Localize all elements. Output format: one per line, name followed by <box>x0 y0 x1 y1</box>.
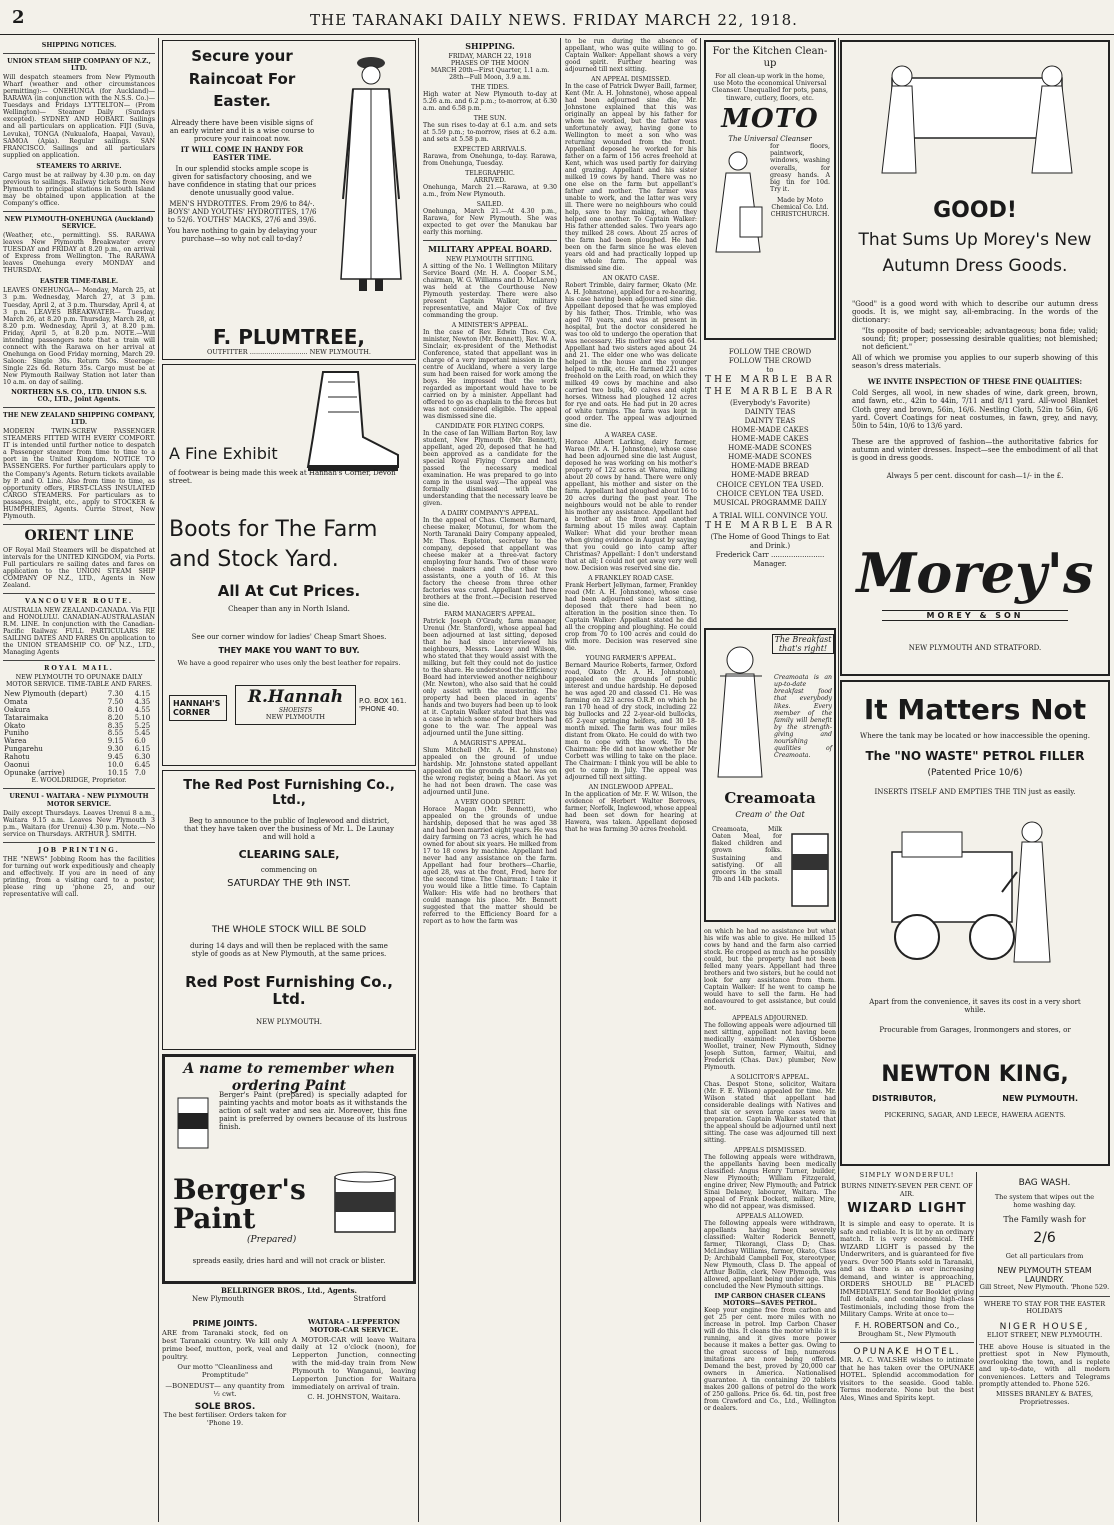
berger-agents: BELLRINGER BROS., Ltd., Agents. <box>221 1286 357 1295</box>
creamoata-bubble: The Breakfast that's right! <box>772 634 834 654</box>
col4-h3: A WAREA CASE. <box>604 432 658 439</box>
timetable-cell: 5.10 <box>134 713 151 722</box>
appeals-continued-column <box>704 928 836 1522</box>
moreys-discount: Always 5 per cent. discount for cash—1/- in the £. <box>886 471 1064 480</box>
newton-king-distributor: DISTRIBUTOR, <box>872 1094 937 1103</box>
timetable-cell: 8.20 <box>107 713 124 722</box>
wizard-addr: Brougham St., New Plymouth <box>857 1329 957 1338</box>
union-steam-ship-title: UNION STEAM SHIP COMPANY OF N.Z., LTD. <box>7 58 151 73</box>
matters-title: It Matters Not <box>863 693 1087 726</box>
timetable-cell: 6.45 <box>134 760 151 769</box>
marble-name-2: THE MARBLE BAR <box>705 386 835 397</box>
timetable-cell: 4.55 <box>134 705 151 714</box>
marble-to: to <box>766 366 774 375</box>
military-h4: FARM MANAGER'S APPEAL. <box>444 611 536 619</box>
timetable-cell: 9.30 <box>107 745 124 754</box>
steamers-title: STEAMERS TO ARRIVE. <box>36 162 122 170</box>
moreys-def: "Good" is a good word with which to describe our autumn dress goods. It is, we might say, all-embracing. In the words of the dictionary: <box>852 300 1098 325</box>
hannah-logo <box>235 685 356 725</box>
easter-timetable-title: EASTER TIME-TABLE. <box>39 278 119 286</box>
prime-joints-title: PRIME JOINTS. <box>192 1319 258 1328</box>
col4-p4: Frank Herbert Jellyman, farmer, Frankley road (Mr. A. H. Johnstone), whose case had been adjourned since last sitting, deposed that there had been no alteration in the position since then. To Captain Walker: Appellant stated he did all the cropping and ploughing. He could crop from 70 to 100 acres and could do with more. Decision was reserved sine die. <box>565 582 697 652</box>
berger-stratford: Stratford <box>353 1295 386 1304</box>
hannah-logo-sub: SHOEISTS <box>278 706 313 714</box>
raincoat-body: Already there have been visible signs of an early winter and it is a wise course to procure your raincoat now. <box>169 118 315 143</box>
creamoata-side: Creamoata is an up-to-date breakfast food that everybody likes. Every member of the family will benefit by the strength-giving and nourishing qualities of Creamoata. <box>774 674 832 760</box>
timetable-cell: 8.35 <box>107 721 124 730</box>
wizard-simply: SIMPLY WONDERFUL! <box>859 1172 955 1179</box>
newton-king-ad <box>840 680 1110 1166</box>
moto-maker: Made by Moto Chemical Co. Ltd. CHRISTCHURCH. <box>770 196 830 218</box>
timetable-cell: 7.50 <box>107 698 124 707</box>
timetable-cell: 6.15 <box>134 745 151 754</box>
timetable-cell: Warea <box>4 737 27 746</box>
military-p4: Patrick Joseph O'Grady, farm manager, Urenui (Mr. Stanford), whose appeal had been adjourned at last sitting, deposed that he had since interviewed his neighbours, Messrs. Lacey and Wilson, who stated that they would assist with the milking, but felt they could not do justice to the share. He understood the Efficiency Board had interviewed another neighbour (Mr. Newton), who also said that he could only assist with the mustering. The property had been placed in agents' hands and two buyers had been up to look at it. Captain Walker stated that this was a case in which some of four brothers had gone to the war. The appeal was adjourned until the June sitting. <box>423 618 557 738</box>
clearing-sale: CLEARING SALE, <box>238 848 340 862</box>
newton-king-branches: PICKERING, SAGAR, AND LEECE, HAWERA AGENTS. <box>884 1111 1066 1119</box>
berger-paint-ad <box>162 1054 416 1284</box>
red-post-body-2: during 14 days and will then be replaced with the same style of goods as at New Plymouth, at the same prices. <box>190 941 388 958</box>
niger-title: NIGER HOUSE, <box>999 1321 1090 1332</box>
wizard-light-ad <box>840 1172 974 1522</box>
col4-h5: YOUNG FARMER'S APPEAL. <box>585 655 677 662</box>
berger-title: A name to remember when ordering Paint <box>183 1061 395 1094</box>
red-post-body: Beg to announce to the public of Inglewood and district, that they have taken over the business of Mr. L. De Launay and will hold a <box>183 816 394 841</box>
creamoata-sub: Cream o' the Oat <box>735 810 805 819</box>
vancouver-route-body: AUSTRALIA NEW ZEALAND-CANADA. Via FIJI and HONOLULU. CANADIAN-AUSTRALASIAN R.M. LINE. In conjunction with the Canadian-Pacific Railway. FULL PARTICULARS RE SAILING DATES AND FARES On application to the UNION STEAMSHIP CO. OF N.Z., LTD., Managing Agents <box>3 606 155 657</box>
orient-line-body: OF Royal Mail Steamers will be dispatched at intervals for the UNITED KINGDOM, via Ports. Full particulars re sailing dates and fares on application to the UNION STEAM SHIP COMPANY OF N.Z., LTD., Agents in New Zealand. <box>3 546 155 589</box>
timetable-cell: Okato <box>4 721 26 730</box>
moon-body: MARCH 20th—First Quarter, 1.1 a.m. 28th—Full Moon, 3.9 a.m. <box>430 67 550 82</box>
plumtree-name: F. PLUMTREE, <box>212 325 366 349</box>
job-printing-body: THE "NEWS" Jobbing Room has the facilities for turning out work expeditiously and cheaply and effectively. If you are in need of any printing, from a visiting card to a poster, please ring up 'phone 25, and our representative will call. <box>3 855 155 899</box>
military-p5: Slum Mitchell (Mr. A. H. Johnstone) appealed on the ground of undue hardship. Mr. Johnstone stated appellant appealed on the grounds that he was on the wrong register, being a Maori. As yet he had not been drawn. The case was adjourned until June. <box>423 747 557 797</box>
berger-logo: Berger's Paint <box>173 1173 306 1236</box>
timetable-cell: 10.15 <box>107 768 128 777</box>
marble-bar-ad <box>704 348 836 569</box>
masthead <box>0 0 1114 35</box>
timetable-cell: Puniho <box>4 729 29 738</box>
col4-h2: AN OKATO CASE. <box>602 275 660 282</box>
timetable-cell: 7.30 <box>107 690 124 699</box>
arrived-title: ARRIVED. <box>474 177 506 185</box>
tides-body: High water at New Plymouth to-day at 5.26 a.m. and 6.2 p.m.; to-morrow, at 6.30 a.m. and 6.58 p.m. <box>423 91 557 113</box>
timetable-cell: 6.0 <box>134 737 146 746</box>
col5-p2: Chas. Despot Stone, solicitor, Waitara (Mr. F. E. Wilson) appealed for time. Mr. Wilson stated that appellant had considerable dealings with Natives and that six or seven large cases were in preparation. Captain Walker stated that the appeal should be adjourned until next sitting. The case was adjourned till next sitting. <box>704 1081 836 1144</box>
shipping-military-column <box>420 38 560 1522</box>
royal-mail-body: NEW PLYMOUTH TO OPUNAKE DAILY MOTOR SERVICE. TIME-TABLE AND FARES. <box>5 674 153 689</box>
shipping-notices-heading: SHIPPING NOTICES. <box>41 42 117 49</box>
sailed-title: SAILED. <box>476 201 504 209</box>
marble-menu-item: CHOICE CEYLON TEA USED. <box>716 480 824 489</box>
timetable-cell: Pungarehu <box>4 745 43 754</box>
col4-p6: In the application of Mr. F. W. Wilson, the evidence of Herbert Walter Borrows, farmer, Norfolk, Inglewood, whose appeal had been set down for hearing at Hawera, was taken. Appellant deposed that he was farming 30 acres freehold. <box>565 791 697 833</box>
moreys-quote: "Its opposite of bad; serviceable; advantageous; bona fide; valid; sound; fit; proper; possessing desirable qualities; not blemished; not deficient." <box>862 327 1098 352</box>
urenui-service-body: Daily except Thursdays. Leaves Urenui 8 a.m., Waitara 9.15 a.m. Leaves New Plymouth 3 p.m., Waitara (for Urenui) 4.30 p.m. Note.—No service on Thursdays. ARTHUR J. SMITH. <box>3 809 155 838</box>
arrived-body: Onehunga, March 21.—Rarawa, at 9.30 a.m., from New Plymouth. <box>423 184 557 199</box>
niger-stay: WHERE TO STAY FOR THE EASTER HOLIDAYS <box>983 1299 1106 1316</box>
timetable-cell: Omata <box>4 698 28 707</box>
red-post-date: SATURDAY THE 9th INST. <box>227 877 351 889</box>
moreys-location: NEW PLYMOUTH AND STRATFORD. <box>908 644 1042 652</box>
moto-title: For the Kitchen Clean-up <box>712 46 828 69</box>
col4-p0: to be run during the absence of appellant, who was quite willing to go. Captain Walker: Appellant shows a very good spirit. Further hearing was adjourned till next sitting. <box>565 38 697 73</box>
timetable-cell: 8.10 <box>107 705 124 714</box>
boot-illustration <box>283 367 403 477</box>
moto-intro: For all clean-up work in the home, use Moto the economical Universal Cleanser. Unequalled for pots, pans, tinware, cutlery, floors, etc. <box>711 73 829 102</box>
marble-follow-2: FOLLOW THE CROWD <box>728 357 812 366</box>
marble-menu-item: HOME-MADE BREAD <box>731 471 809 480</box>
raincoat-prices: MEN'S HYDROTITES. From 29/6 to 84/-. BOYS' AND YOUTHS' HYDROTITES, 17/6 to 52/6. YOUTHS' MACKS, 27/6 and 39/6. <box>167 199 317 225</box>
sole-bros-ad <box>162 1315 288 1520</box>
bag-wash-title: BAG WASH. <box>1018 1178 1071 1188</box>
waitara-motor-ad <box>292 1315 416 1520</box>
raincoat-body-3: You have nothing to gain by delaying your purchase—so why not call to-day? <box>167 227 317 244</box>
berger-prepared: (Prepared) <box>247 1235 297 1245</box>
marble-menu-item: HOME-MADE BREAD <box>731 462 809 471</box>
shipping-title: SHIPPING. <box>465 41 515 51</box>
moreys-logo: Morey's <box>856 541 1094 605</box>
waitara-body: A MOTOR-CAR will leave Waitara daily at 12 o'clock (noon), for Lepperton Junction, connecting with the mid-day train from New Plymouth to Wanganui, leaving Lepperton Junction for Waitara immediately on arrival of train. <box>292 1335 416 1391</box>
opunake-body: MR. A. C. WALSHE wishes to intimate that he has taken over the OPUNAKE HOTEL. Splendid accommodation for visitors to the seaside. Good table. Terms moderate. None but the best Ales, Wines and Spirits kept. <box>840 1356 974 1402</box>
timetable-cell: 9.45 <box>107 752 124 761</box>
col4-p5: Bernard Maurice Roberts, farmer, Oxford road, Okato (Mr. A. H. Johnstone), appealed on the grounds of public interest and undue hardship. He deposed he was aged 20 and classed C1. He was farming on 323 acres O.R.P. on which he ran 170 head of dry stock, including 22 big bullocks and 22 2-year-old bullocks, 65 2-year springing heifers, and 30 18-month mixed. The farm was four miles distant from Okato. He could do with two men to cope with the work. To the Chairman: He did not know whether Mr Corbett was willing to take on the place. The Chairman: I think you will be able to get to camp in July. The appeal was adjourned till next sitting. <box>565 662 697 781</box>
creamoata-logo: Creamoata <box>724 789 816 807</box>
appeals-column <box>562 38 700 1522</box>
nz-shipping-title: THE NEW ZEALAND SHIPPING COMPANY, LTD. <box>3 412 155 427</box>
boots-cheaper: Cheaper than any in North Island. <box>228 605 350 613</box>
timetable-cell: 5.25 <box>134 721 151 730</box>
boots-want: THEY MAKE YOU WANT TO BUY. <box>218 646 360 655</box>
niger-body: THE above House is situated in the prettiest spot in New Plymouth, overlooking the town, and is replete and up-to-date, with all modern conveniences. Letters and Telegrams promptly attended to. Phone 526. <box>979 1342 1110 1388</box>
union-steam-ship-body: Will despatch steamers from New Plymouth Wharf (weather and other circumstances permitting):— ONEHUNGA (for Auckland)— RARAWA (in conjunction with the N.S.S. Co.)—Tuesdays and Fridays LYTTELTON— (From Wellington)— Steamer Daily (Sundays excepted). SYDNEY AND HOBART. Sailings and all particulars on application. FIJI (Suva, Levuka), TONGA (Nukualofa, Haapai, Vavau), SAMOA (Apia). Regular sailings. SAN FRANCISCO. Sailings and all particulars supplied on application. <box>3 74 155 159</box>
timetable-cell: 4.35 <box>134 698 151 707</box>
col4-p3: Horace Albert Larking, dairy farmer, Warea (Mr. A. H. Johnstone), whose case had been adjourned sine die last August, deposed he was working on his mother's property of 122 acres at Warea, milking about 20 cows by hand. There were only appellant, his mother and sister on the farm. Appellant had ploughed about 16 to 20 acres during the past year. The neighbours would not be able to render his mother any assistance. Appellant had a brother at the front and another farming about 15 miles away. Captain Walker: What did your brother mean when giving evidence in August by saying that you could go into camp after Christmas? Appellant: I don't understand that at all; I could not get away very well now. Decision was reserved sine die. <box>565 439 697 572</box>
military-p1: In the case of Rev. Edwin Thos. Cox, minister, Newton (Mr. Bennett), Rev. W. A. Sinclair, ex-president of the Methodist Conference, stated that appellant was in charge of a very important mission in the centre of Auckland, where a very large sum had been raised for work among the boys. He impressed that the work regarded as important would have to be carried on by a minister. Appellant had offered to go as chaplain to the forces but was not considered eligible. The appeal was dismissed sine die. <box>423 329 557 421</box>
newton-king-name: NEWTON KING, <box>881 1062 1069 1087</box>
sole-bros-fert: The best fertiliser. Orders taken for 'Phone 19. <box>163 1411 287 1427</box>
raincoat-title: Secure your Raincoat For Easter. <box>188 47 296 110</box>
col5-h2: A SOLICITOR'S APPEAL. <box>730 1074 810 1081</box>
vancouver-route-title: VANCOUVER ROUTE. <box>24 597 134 605</box>
fine-exhibit-title: A Fine Exhibit <box>169 444 278 463</box>
column-rule <box>158 38 159 1522</box>
timetable-cell: New Plymouth (depart) <box>4 690 88 699</box>
col4-p1: In the case of Patrick Dwyer Baill, farmer, Kent (Mr. A. H. Johnstone), whose appeal had been adjourned sine die, Mr. Johnstone explained that this was originally an appeal by his father for whom he worked, but the father was unfortunately away, having gone to Wellington to meet a son who was returning wounded from the front. Appellant deposed he worked for his father on a farm of 156 acres freehold at Kent, which was used partly for dairying and grazing. Appellant and his sister milked 19 cows by hand. There was no one else on the farm but appellant's father and mother. The farmer was unable to work, and the latter was very ill. There were no neighbours who could help, save to hay making, when they helped one another. To Captain Walker: His father attended sales. Two years ago they milked 28 cows. About 25 acres of the farm had been ploughed. He had been on the farm since he was eleven years old and had practically lopped up the whole farm. The appeal was dismissed sine die. <box>565 83 697 272</box>
column-rule <box>838 38 839 1522</box>
timetable-cell: 6.30 <box>134 752 151 761</box>
expected-body: Rarawa, from Onehunga, to-day. Rarawa, from Onehunga, Tuesday. <box>423 153 557 168</box>
timetable-cell: 8.55 <box>107 729 124 738</box>
moto-cleanser-ad <box>704 40 836 340</box>
marble-manager: Frederick Carr ........................ Manager. <box>715 550 825 568</box>
creamoata-girl-illustration <box>712 642 770 782</box>
military-intro: A sitting of the No. 1 Wellington Military Service Board (Mr. H. A. Cooper S.M., chairman, W. G. Williams and D. McLaren) was held at the Courthouse New Plymouth yesterday. There were also present Captain Walker, military representative, and Major Cox of five commanding the group. <box>423 263 557 320</box>
moon-title: PHASES OF THE MOON <box>450 60 530 68</box>
fine-exhibit-sub: of footwear is being made this week at Hannah's Corner, Devon street. <box>169 469 396 486</box>
col5-p4: The following appeals were withdrawn, appellants having been severely classified: Walter Roderick Bennett, farmer, Tikorangi, Class D; Chas. McLindsay Williams, farmer, Okato, Class D; Archibald Campbell Fox, stereotyper, New Plymouth, Class D. The appeal of Arthur Bollin, clerk, New Plymouth, was allowed, appellant being under age. This concluded the New Plymouth sittings. <box>704 1220 836 1290</box>
opunake-title: OPUNAKE HOTEL. <box>853 1347 961 1358</box>
moreys-invite: WE INVITE INSPECTION OF THESE FINE QUALITIES: <box>867 377 1083 387</box>
matters-sub: Where the tank may be located or how inaccessible the opening. <box>860 732 1090 741</box>
timetable-row <box>3 770 155 778</box>
marble-menu <box>704 408 836 508</box>
military-h2: CANDIDATE FOR FLYING CORPS. <box>435 423 545 431</box>
marble-name: THE MARBLE BAR <box>705 375 835 386</box>
matters-product: The "NO WASTE" PETROL FILLER <box>865 749 1085 764</box>
moreys-fashion: These are the approved of fashion—the authoritative fabrics for autumn and winter dresses. Inspect—see the embodiment of all that is good in dress goods. <box>852 437 1098 462</box>
timetable-cell: 7.0 <box>134 768 146 777</box>
marble-follow: FOLLOW THE CROWD <box>728 348 812 356</box>
marble-name-3: THE MARBLE BAR <box>705 520 835 531</box>
hannah-logo-text: R.Hannah <box>247 687 344 707</box>
timetable-cell: 10.0 <box>107 760 124 769</box>
car-petrol-filler-illustration <box>882 812 1072 982</box>
sailed-body: Onehunga, March 21.—At 4.30 p.m., Rarawa, for New Plymouth. She was expected to get over the Manukau bar early this morning. <box>423 208 557 237</box>
onehunga-service-body: (Weather, etc., permitting). SS. RARAWA leaves New Plymouth Breakwater every TUESDAY and FRIDAY at 8.20 p.m., on arrival of Express from Wellington. The RARAWA leaves Onehunga every MONDAY and THURSDAY. <box>3 232 155 275</box>
newspaper-title: THE TARANAKI DAILY NEWS. FRIDAY MARCH 22, 1918. <box>310 11 798 29</box>
prime-joints-body: ARE from Taranaki stock, fed on best Taranaki country. We kill only prime beef, mutton, pork, veal and poultry. <box>162 1329 288 1361</box>
col4-h4: A FRANKLEY ROAD CASE. <box>588 575 674 582</box>
marble-home: (The Home of Good Things to Eat and Drink.) <box>710 532 830 550</box>
page-number: 2 <box>12 7 25 28</box>
berger-agents-block <box>162 1287 416 1303</box>
moto-logo: MOTO <box>721 103 819 134</box>
timetable-cell: Opunake (arrive) <box>4 768 65 777</box>
bag-wash-get: Get all particulars from <box>1005 1251 1084 1260</box>
sun-body: The sun rises to-day at 6.1 a.m. and sets at 5.59 p.m.; to-morrow, rises at 6.2 a.m. and sets at 5.58 p.m. <box>423 122 557 144</box>
military-h6: A VERY GOOD SPIRIT. <box>454 799 526 807</box>
col5-p3: The following appeals were withdrawn, the appellants having been medically classified: Angus Henry Turner, builder, New Plymouth; William Fitzgerald, engine driver, New Plymouth; and Patrick Sinai Delaney, labourer, Waitara. The appeal of Frank Dockett, milker, Mire, who did not appear, was dismissed. <box>704 1154 836 1210</box>
col5-h1: APPEALS ADJOURNED. <box>732 1015 808 1022</box>
matters-apart: Apart from the convenience, it saves its cost in a very short while. <box>869 998 1081 1015</box>
easter-signature: NORTHERN S.S. CO., LTD. UNION S.S. CO., LTD., Joint Agents. <box>11 389 147 404</box>
raincoat-man-illustration <box>331 49 411 299</box>
wizard-burns: BURNS NINETY-SEVEN PER CENT. OF AIR. <box>841 1182 973 1198</box>
military-p3: In the appeal of Chas. Clement Barnard, cheese maker, Motunui, for whom the North Taranaki Dairy Company appealed, Mr. Thos. Espleton, secretary to the company, deposed that appellant was cheese maker at a three-vat factory employing four hands. Two of these were cheese makers and the other two assistants, one a youth of 16. At this factory the cheese from three other factories was cured. Appellant had three brothers at the front.—Decision reserved sine die. <box>423 517 557 609</box>
onehunga-service-title: NEW PLYMOUTH-ONEHUNGA (Auckland) SERVICE. <box>4 215 154 231</box>
boots-repair: We have a good repairer who uses only the best leather for repairs. <box>177 659 401 667</box>
wizard-body: It is simple and easy to operate. It is safe and reliable. It is lit by an ordinary match. It is very economical. THE WIZARD LIGHT is passed by the Underwriters, and is guaranteed for five years. Over 500 Plants sold in Taranaki, and as there is an ever increasing demand, and winter is approaching, ORDERS SHOULD BE PLACED IMMEDIATELY. Send for Booklet giving full details, and containing high-class Testimonials, including those from the Military Camps. Write at once to— <box>840 1220 974 1318</box>
timetable-cell: 4.15 <box>134 690 151 699</box>
motor-timetable <box>3 691 155 777</box>
matters-inserts: INSERTS ITSELF AND EMPTIES THE TIN just as easily. <box>874 788 1076 797</box>
military-h1: A MINISTER'S APPEAL. <box>451 322 529 330</box>
royal-mail-signature: E. WOOLDRIDGE, Proprietor. <box>31 777 127 785</box>
moto-woman-illustration <box>710 147 766 257</box>
red-post-whole: THE WHOLE STOCK WILL BE SOLD <box>211 925 367 936</box>
marble-menu-item: DAINTY TEAS <box>744 416 796 425</box>
prime-bonedust: —BONEDUST— any quantity from ½ cwt. <box>165 1382 285 1398</box>
timetable-cell: Oakura <box>4 705 31 714</box>
creamoata-ad <box>704 628 836 922</box>
marble-menu-item: HOME-MADE CAKES <box>731 435 809 444</box>
plumtree-raincoat-ad <box>162 40 416 360</box>
paint-tin-illustration <box>325 1167 405 1237</box>
timetable-cell: 5.45 <box>134 729 151 738</box>
timetable-row <box>3 715 155 723</box>
prime-joints-motto: Our motto "Cleanliness and Promptitude" <box>177 1363 273 1380</box>
hannahs-corner: HANNAH'S CORNER <box>169 695 227 721</box>
waitara-title: WAITARA - LEPPERTON MOTOR-CAR SERVICE. <box>307 1318 401 1334</box>
red-post-commencing: commencing on <box>260 865 318 874</box>
boots-window: See our corner window for ladies' Cheap Smart Shoes. <box>191 633 387 641</box>
berger-tin-illustration <box>173 1093 213 1153</box>
royal-mail-title: ROYAL MAIL. <box>44 665 114 673</box>
job-printing-title: JOB PRINTING. <box>38 846 120 854</box>
bag-wash-price: 2/6 <box>1033 1230 1056 1247</box>
waitara-sign: C. H. JOHNSTON, Waitara. <box>307 1393 401 1402</box>
bag-wash-laundry: NEW PLYMOUTH STEAM LAUNDRY. <box>997 1266 1092 1285</box>
orient-line-title: ORIENT LINE <box>24 527 134 544</box>
newton-king-np: NEW PLYMOUTH. <box>1002 1094 1078 1103</box>
military-p2: In the case of Ian William Barton Roy, law student, New Plymouth (Mr. Bennett), appellant, aged 20, deposed that he had been approved as a candidate for the special Royal Flying Corps and had passed the necessary medical examination. He was prepared to go into camp in the usual way.—The appeal was formally dismissed with the understanding that the necessary leave be given. <box>423 430 557 508</box>
berger-spreads: spreads easily, dries hard and will not crack or blister. <box>192 1257 386 1265</box>
bag-wash-weekly: The Family wash for <box>1003 1215 1086 1225</box>
moreys-good: GOOD! <box>933 198 1017 223</box>
shipping-notices-column <box>0 38 158 1522</box>
moto-sub: The Universal Cleanser <box>728 134 812 143</box>
bag-wash-body: The system that wipes out the home washing day. <box>994 1193 1095 1209</box>
marble-menu-item: HOME-MADE SCONES <box>728 444 812 453</box>
timetable-cell: 9.15 <box>107 737 124 746</box>
berger-body: Berger's Paint (prepared) is specially adapted for painting yachts and motor boats as it withstands the action of salt water and sea air. Moreover, this fine paint is preferred by owners because of its lustrous finish. <box>219 1091 407 1132</box>
marble-menu-item: DAINTY TEAS <box>744 407 796 416</box>
col4-h1: AN APPEAL DISMISSED. <box>591 76 671 83</box>
col5-h4: APPEALS ALLOWED. <box>736 1213 804 1220</box>
marble-menu-item: HOME-MADE SCONES <box>728 453 812 462</box>
red-post-footer: Red Post Furnishing Co., Ltd. <box>185 972 393 1008</box>
military-h5: A MAGRIST'S APPEAL. <box>453 740 527 748</box>
col5-p5: Keep your engine free from carbon and get 25 per cent. more miles with no increase in petrol. Imp Carbon Chaser will do this. It cleans the motor while it is running, and it gives more power because it makes a better gas. Owing to the great success of Imp, numerous imitations are now being offered. Demand the best, proved by 20,000 car owners in America. Nationalised guarantee. A tin containing 20 tablets makes 200 gallons of petrol do the work of 250 gallons. Price 6s. 6d. tin, post free from Crawford and Co., Ltd., Wellington or dealers. <box>704 1307 836 1412</box>
marble-fav: (Everybody's Favorite) <box>729 398 811 407</box>
red-post-title: The Red Post Furnishing Co., Ltd., <box>183 778 395 808</box>
shipping-date: FRIDAY, MARCH 22, 1918 <box>448 53 532 61</box>
timetable-cell: Oaonui <box>4 760 30 769</box>
wizard-robertson: F. H. ROBERTSON and Co., <box>854 1321 960 1331</box>
expected-title: EXPECTED ARRIVALS. <box>453 146 527 154</box>
column-rule <box>560 38 561 1522</box>
col4-h6: AN INGLEWOOD APPEAL. <box>588 784 674 791</box>
raincoat-body-2: In our splendid stocks ample scope is given for satisfactory choosing, and we have confidence in stating that our prices denote unusually good value. <box>167 164 317 197</box>
moreys-headline: That Sums Up Morey's New Autumn Dress Goods. <box>858 230 1092 276</box>
sole-bros-name: SOLE BROS. <box>194 1401 256 1412</box>
hannah-boots-ad <box>162 364 416 766</box>
plumtree-footer: OUTFITTER ............................ NEW PLYMOUTH. <box>207 348 371 356</box>
red-post-np: NEW PLYMOUTH. <box>256 1018 322 1027</box>
matters-procurable: Procurable from Garages, Ironmongers and stores, or <box>879 1026 1071 1034</box>
red-post-ad <box>162 770 416 1050</box>
bag-wash-addr: Gill Street, New Plymouth. 'Phone 529. <box>979 1283 1110 1292</box>
boots-title: Boots for The Farm and Stock Yard. <box>169 517 378 572</box>
moto-body: for floors, paintwork, windows, washing overalls, for greasy hands. A big tin for 10d. Try it. <box>770 142 830 194</box>
military-h3: A DAIRY COMPANY'S APPEAL. <box>440 510 540 518</box>
hannah-box-phone: P.O. BOX 161. 'PHONE 40. <box>359 697 407 714</box>
timetable-cell: Rahotu <box>4 752 30 761</box>
creamoata-body: Creamoata, Milk Oaten Meal, for flaked children and grown folks. Sustaining and satisfying. Of all grocers in the small 7lb and 14lb packets. <box>712 826 782 883</box>
military-sitting: NEW PLYMOUTH SITTING. <box>446 256 534 264</box>
moreys-ad <box>840 40 1110 676</box>
niger-street: ELIOT STREET, NEW PLYMOUTH. <box>986 1331 1103 1340</box>
nz-shipping-body: MODERN TWIN-SCREW PASSENGER STEAMERS FITTED WITH EVERY COMFORT. IT is intended until further notice to despatch a Passenger steamer from time to time to a port in the United Kingdom. NOTICE TO PASSENGERS. For further particulars apply to the Company's Agents. Return tickets available by P. and O. Line. Also from time to time, as opportunity offers, FIRST-CLASS INSULATED CARGO STEAMERS. For particulars as to passages, freight, etc., apply to STOCKER & HUMPHRIES, Agents. Currie Street, New Plymouth. <box>3 428 155 520</box>
boots-cut-prices: All At Cut Prices. <box>217 582 361 600</box>
easter-timetable-body: LEAVES ONEHUNGA— Monday, March 25, at 3 p.m. Wednesday, March 27, at 3 p.m. Tuesday, April 2, at 3 p.m. Thursday, April 4, at 3 p.m. LEAVES BREAKWATER— Tuesday, March 26, at 8.20 p.m. Thursday, March 28, at 8.20 p.m. Wednesday, April 3, at 8.20 p.m. Friday, April 5, at 8.20 p.m. NOTE.—Will intending passengers note that a train will connect with the Rarawa on her arrival at Onehunga on Good Friday morning, March 29. Saloon: Single 30s. Return 50s. Steerage: Single 22s 6d. Return 35s. Cargo must be at New Plymouth Railway Station not later than 10 a.m. on day of sailing. <box>3 287 155 387</box>
creamoata-packet-illustration <box>788 830 832 910</box>
moreys-items: Cold Serges, all wool, in new shades of wine, dark green, brown, and fawn, etc., 42in to 44in, 7/11 and 8/11 yard. All-wool Blanket Cloth grey and brown, 56in, 16/6. Nestling Cloth, 52in to 56in, 6/6 yard. Covert Coatings for neat costumes, in fawn, grey, and navy, 50in to 54in, 10/6 to 13/6 yard. <box>852 389 1098 430</box>
col5-p0: on which he had no assistance but what his wife was able to give. He milked 15 cows by hand and the farm also carried stock. He cropped as much as he possibly could, but the property had not been felled many years. Appellant had three brothers and two sisters, but he could not look for any assistance from them. Captain Walker: If he went to camp he would have to sell the farm. He had endeavoured to get assistance, but could not. <box>704 928 836 1012</box>
marble-trial: A TRIAL WILL CONVINCE YOU. <box>712 511 828 520</box>
urenui-service-title: URENUI - WAITARA - NEW PLYMOUTH MOTOR SERVICE. <box>9 793 149 808</box>
marble-menu-item: MUSICAL PROGRAMME DAILY <box>713 498 827 507</box>
military-p6: Horace Magan (Mr. Bennett), who appealed on the grounds of undue hardship, deposed that he was aged 38 and had been married eight years. He was dairy farming on 73 acres, which he had owned for about six years. He milked from 17 to 18 cows by machine. Appellant had never had any assistance on the farm. Appellant had four brothers—Charlie, aged 28, was at the front, Fred, here for the second time. The Chairman: I take it you would like a little time. To Captain Walker: His wife had no brothers that could manage his place. Mr. Bennett suggested that the matter should be referred to the Efficiency Board for a report as to how the farm was <box>423 806 557 926</box>
moreys-promise: All of which we promise you applies to our superb showing of this season's dress materials. <box>852 354 1098 371</box>
col5-p1: The following appeals were adjourned till next sitting, appellant not having been medically examined: Alex Osborne Woollet, trainer, New Plymouth, Sidney Joseph Sutton, farmer, Waitui, and Frederick (Chas. Dav.) plumber, New Plymouth. <box>704 1022 836 1071</box>
sun-title: THE SUN. <box>473 115 507 123</box>
column-rule <box>418 38 419 1522</box>
berger-np: New Plymouth <box>192 1295 245 1304</box>
moreys-logo-sub: MOREY & SON <box>882 610 1068 621</box>
column-rule <box>700 38 701 1522</box>
hannah-np: NEW PLYMOUTH <box>265 713 326 722</box>
col5-h5: IMP CARBON CHASER CLEANS MOTORS—SAVES PETROL. <box>714 1293 826 1307</box>
marble-menu-item: HOME-MADE CAKES <box>731 425 809 434</box>
matters-patented: (Patented Price 10/6) <box>927 768 1023 779</box>
tides-title: THE TIDES. <box>470 84 510 92</box>
moreys-banner-illustration <box>872 48 1082 178</box>
bag-wash-ad <box>976 1172 1110 1522</box>
raincoat-easter: IT WILL COME IN HANDY FOR EASTER TIME. <box>180 144 304 162</box>
military-title: MILITARY APPEAL BOARD. <box>428 244 552 255</box>
wizard-title: WIZARD LIGHT <box>847 1201 967 1217</box>
col4-p2: Robert Trimble, dairy farmer, Okato (Mr. A. H. Johnstone), applied for a re-hearing, his case having been adjourned sine die. Appellant deposed that he was employed by his father, Thos. Trimble, who was aged 70 years, and was at present in hospital, but the doctor considered he was too old to undergo the operation that was necessary. His mother was aged 64. Appellant had two sisters aged about 24 and 21. The elder one who was delicate helped in the house and the younger helped to milk, etc. He farmed 221 acres freehold on the Leith road, on which they milked 49 cows by machine and also carried two bulls, 40 calves and eight horses. Witness had ploughed 12 acres for rye and oats. He had put in 20 acres of white turnips. The farm was kept in good order. The appeal was adjourned sine die. <box>565 282 697 429</box>
marble-menu-item: CHOICE CEYLON TEA USED. <box>716 489 824 498</box>
niger-sign: MISSES BRANLEY & BATES, Proprietresses. <box>995 1390 1094 1406</box>
col5-h3: APPEALS DISMISSED. <box>733 1147 807 1154</box>
telegraphic-title: TELEGRAPHIC. <box>465 170 515 178</box>
timetable-cell: Tataraimaka <box>4 713 49 722</box>
steamers-body: Cargo must be at railway by 4.30 p.m. on day previous to sailings. Railway tickets from New Plymouth to principal stations in South Island may be obtained upon application at the Company's office. <box>3 171 155 207</box>
